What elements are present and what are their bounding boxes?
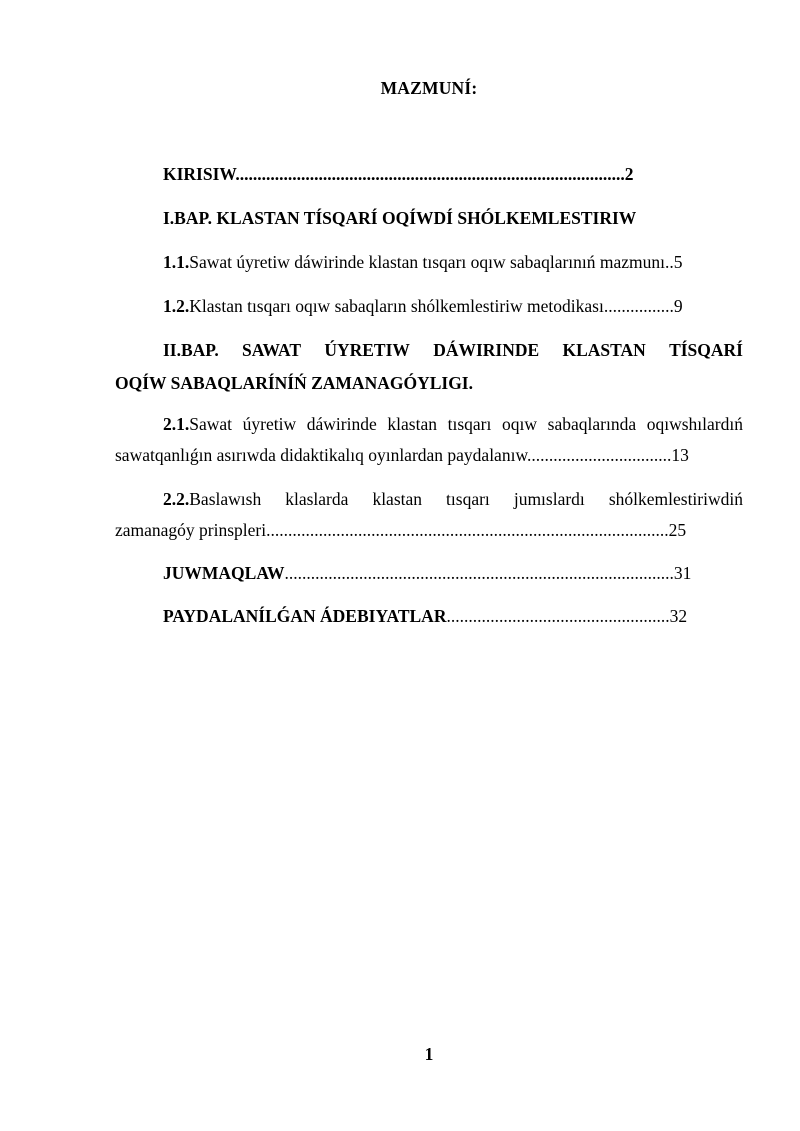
page-number: 1: [424, 1044, 434, 1064]
toc-word: tısqarı: [446, 489, 490, 509]
toc-word: TÍSQARÍ: [669, 340, 743, 360]
toc-entry-label: JUWMAQLAW: [163, 563, 285, 583]
toc-section-number: 1.1.: [163, 252, 190, 272]
toc-section-number: 1.2.: [163, 296, 190, 316]
toc-page-number: 32: [669, 606, 688, 626]
toc-section-text: Klastan tısqarı oqıw sabaqların shólkemlestiriw metodikası: [189, 296, 604, 316]
toc-page-number: 31: [673, 563, 692, 583]
toc-page-number: 2: [624, 164, 634, 184]
toc-section-text: Sawat úyretiw dáwirinde klastan tısqarı oqıw sabaqlarınıń mazmunı..: [189, 252, 674, 272]
toc-entry-label: KIRISIW: [163, 164, 236, 184]
toc-word: klastan: [372, 489, 423, 509]
toc-leader: .........................................................................................: [284, 563, 674, 583]
toc-word: DÁWIRINDE: [433, 340, 540, 360]
toc-word: ÚYRETIW: [324, 340, 410, 360]
toc-chapter-1[interactable]: [163, 207, 636, 229]
toc-chapter-line-1: [163, 339, 743, 361]
toc-word: tısqarı: [447, 414, 492, 434]
toc-section-1-1[interactable]: [163, 251, 683, 273]
toc-word: shólkemlestiriwdiń: [608, 489, 743, 509]
toc-page-number: 5: [673, 252, 683, 272]
toc-word: KLASTAN: [562, 340, 646, 360]
toc-word: oqıwshılardıń: [646, 414, 743, 434]
toc-entry-juwmaqlaw[interactable]: [163, 562, 743, 584]
toc-word: klaslarda: [285, 489, 349, 509]
toc-section-line-1: [163, 488, 743, 510]
toc-section-number: 2.1.: [163, 414, 190, 434]
toc-leader: ............................................................................................: [266, 520, 669, 540]
toc-word: jumıslardı: [513, 489, 585, 509]
toc-section-number: 2.2.: [163, 489, 190, 509]
toc-section-text: zamanagóy prinspleri: [115, 520, 267, 540]
toc-word: sabaqlarında: [547, 414, 637, 434]
toc-page-number: 25: [668, 520, 687, 540]
toc-section-line-1: [163, 413, 743, 435]
toc-leader: ................: [603, 296, 674, 316]
toc-entry-label: PAYDALANÍLǴAN ÁDEBIYATLAR: [163, 606, 447, 626]
toc-page-number: 13: [671, 445, 689, 465]
toc-leader: .................................: [526, 445, 672, 465]
toc-word: oqıw: [502, 414, 538, 434]
toc-entry-adebiyatlar[interactable]: [163, 605, 743, 627]
toc-section-line-2: [115, 519, 740, 541]
toc-word: dáwirinde: [306, 414, 377, 434]
toc-entry-kirisiw[interactable]: [163, 163, 633, 185]
toc-leader: .........................................................................................: [235, 164, 625, 184]
toc-chapter-line-2: OQÍW SABAQLARÍNÍŃ ZAMANAGÓYLIGI.: [115, 373, 473, 393]
toc-section-1-2[interactable]: [163, 295, 683, 317]
toc-word: II.BAP.: [163, 340, 219, 360]
toc-word: SAWAT: [242, 340, 302, 360]
toc-word: Sawat: [189, 414, 233, 434]
toc-title: MAZMUNÍ:: [380, 78, 478, 98]
toc-section-line-2: [115, 444, 689, 466]
toc-page-number: 9: [673, 296, 683, 316]
toc-word: klastan: [387, 414, 437, 434]
toc-section-text: sawatqanlıǵın asırıwda didaktikalıq oyınlardan paydalanıw: [115, 445, 527, 465]
toc-leader: ...................................................: [446, 606, 670, 626]
toc-word: úyretiw: [242, 414, 297, 434]
toc-chapter-label: I.BAP. KLASTAN TÍSQARÍ OQÍWDÍ SHÓLKEMLESTIRIW: [163, 208, 637, 228]
toc-word: Baslawısh: [189, 489, 262, 509]
